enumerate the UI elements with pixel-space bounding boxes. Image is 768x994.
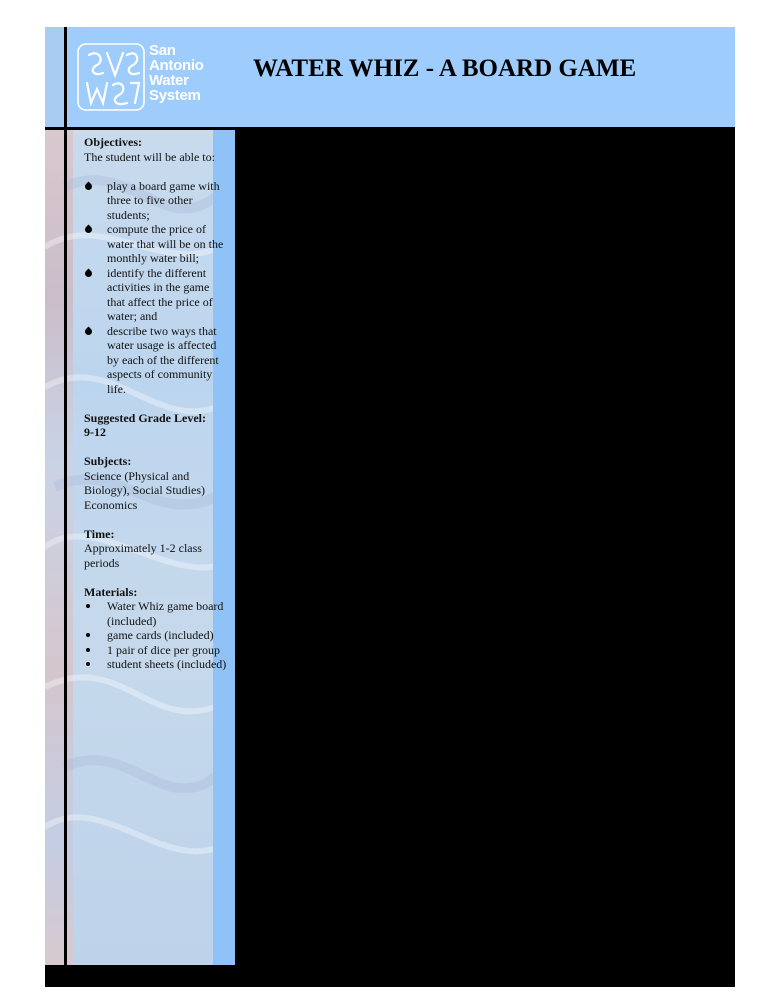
time-heading: Time: bbox=[84, 526, 115, 541]
bullet-icon bbox=[86, 633, 90, 637]
logo-line-2: Antonio bbox=[149, 57, 204, 74]
logo-wordmark bbox=[149, 43, 204, 103]
bullet-icon bbox=[86, 648, 90, 652]
saws-logo bbox=[75, 41, 207, 115]
water-drop-icon bbox=[84, 268, 94, 278]
grade-heading: Suggested Grade Level: bbox=[84, 410, 206, 425]
document-page bbox=[45, 27, 735, 987]
logo-line-4: System bbox=[149, 87, 201, 104]
header-rule bbox=[45, 127, 735, 130]
list-item: student sheets (included) bbox=[84, 657, 230, 672]
margin-rule bbox=[64, 27, 67, 987]
water-drop-icon bbox=[84, 225, 94, 235]
list-item: identify the different activities in the game that affect the price of water; and bbox=[84, 266, 230, 324]
subjects-heading: Subjects: bbox=[84, 454, 132, 468]
list-item: compute the price of water that will be on the monthly water bill; bbox=[84, 222, 230, 266]
subjects-value: Science (Physical and Biology), Social Studies) Economics bbox=[84, 468, 205, 512]
list-item: Water Whiz game board (included) bbox=[84, 599, 230, 628]
time-value: Approximately 1-2 class periods bbox=[84, 541, 202, 570]
objectives-list bbox=[84, 179, 230, 397]
page-header bbox=[45, 27, 735, 127]
logo-line-1: San bbox=[149, 42, 176, 59]
logo-line-3: Water bbox=[149, 72, 189, 89]
water-drop-icon bbox=[84, 326, 94, 336]
page-title: WATER WHIZ - A BOARD GAME bbox=[253, 55, 637, 82]
list-item: play a board game with three to five other students; bbox=[84, 179, 230, 223]
materials-heading: Materials: bbox=[84, 584, 138, 599]
bullet-icon bbox=[86, 604, 90, 608]
bullet-icon bbox=[86, 662, 90, 666]
materials-list bbox=[84, 599, 230, 672]
grade-value: 9-12 bbox=[84, 425, 106, 439]
list-item: 1 pair of dice per group bbox=[84, 643, 230, 658]
list-item: game cards (included) bbox=[84, 628, 230, 643]
objectives-intro: The student will be able to: bbox=[84, 149, 215, 164]
list-item: describe two ways that water usage is affected by each of the different aspects of community life. bbox=[84, 324, 230, 397]
saws-logo-mark bbox=[75, 41, 147, 115]
objectives-heading: Objectives: bbox=[84, 135, 142, 149]
water-drop-icon bbox=[84, 181, 94, 191]
sidebar-content bbox=[84, 135, 230, 672]
